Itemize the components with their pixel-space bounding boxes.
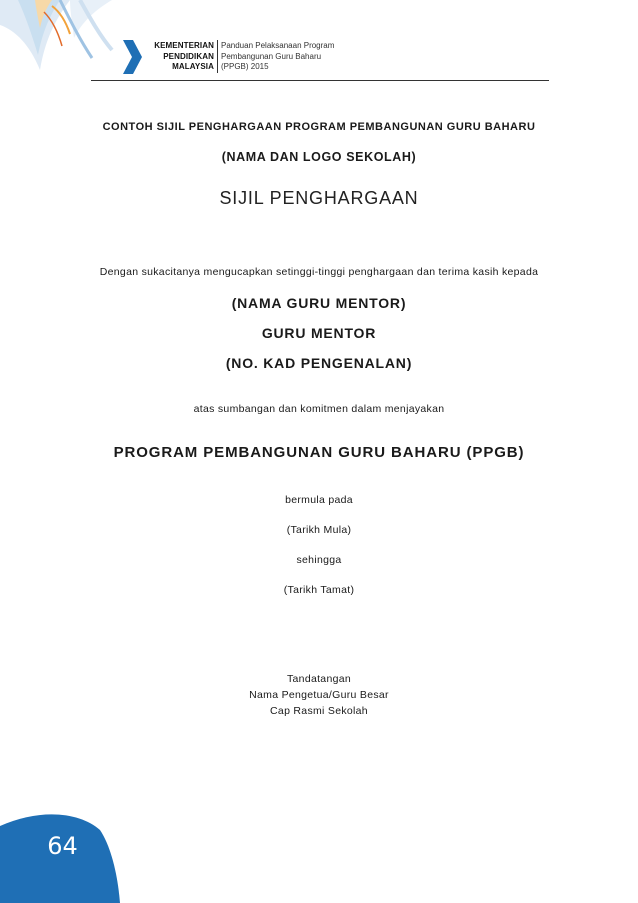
ic-number-placeholder: (NO. KAD PENGENALAN)	[225, 355, 413, 371]
end-date-placeholder: (Tarikh Tamat)	[283, 584, 355, 596]
school-name-placeholder: (NAMA DAN LOGO SEKOLAH)	[221, 150, 417, 164]
header-decoration-graphic	[0, 0, 140, 110]
guide-line-1: Panduan Pelaksanaan Program	[221, 41, 335, 50]
header-divider	[217, 40, 218, 73]
example-certificate-heading: CONTOH SIJIL PENGHARGAAN PROGRAM PEMBANGUNAN GURU BAHARU	[102, 121, 536, 133]
page-number: 64	[47, 832, 78, 860]
guide-title	[221, 41, 361, 73]
certificate-title: SIJIL PENGHARGAAN	[219, 188, 419, 208]
start-label: bermula pada	[285, 494, 353, 506]
ministry-line-1: KEMENTERIAN	[154, 41, 214, 50]
until-label: sehingga	[296, 554, 342, 566]
ministry-name	[146, 41, 214, 73]
ministry-chevron-logo-icon	[121, 40, 143, 74]
contribution-text: atas sumbangan dan komitmen dalam menjayakan	[193, 403, 445, 415]
guide-line-2: Pembangunan Guru Baharu	[221, 51, 322, 61]
signatory-label: Nama Pengetua/Guru Besar	[249, 689, 389, 701]
start-date-placeholder: (Tarikh Mula)	[286, 524, 352, 536]
official-stamp-label: Cap Rasmi Sekolah	[270, 705, 368, 717]
certificate-intro-text: Dengan sukacitanya mengucapkan setinggi-tinggi penghargaan dan terima kasih kepada	[99, 266, 539, 278]
mentor-role: GURU MENTOR	[261, 325, 377, 341]
header-rule	[91, 80, 549, 81]
ministry-line-2: PENDIDIKAN	[163, 51, 214, 61]
guide-line-3: (PPGB) 2015	[221, 62, 269, 71]
signature-label: Tandatangan	[286, 673, 352, 685]
ministry-line-3: MALAYSIA	[172, 62, 214, 71]
program-name: PROGRAM PEMBANGUNAN GURU BAHARU (PPGB)	[113, 444, 525, 461]
mentor-name-placeholder: (NAMA GURU MENTOR)	[231, 295, 407, 311]
